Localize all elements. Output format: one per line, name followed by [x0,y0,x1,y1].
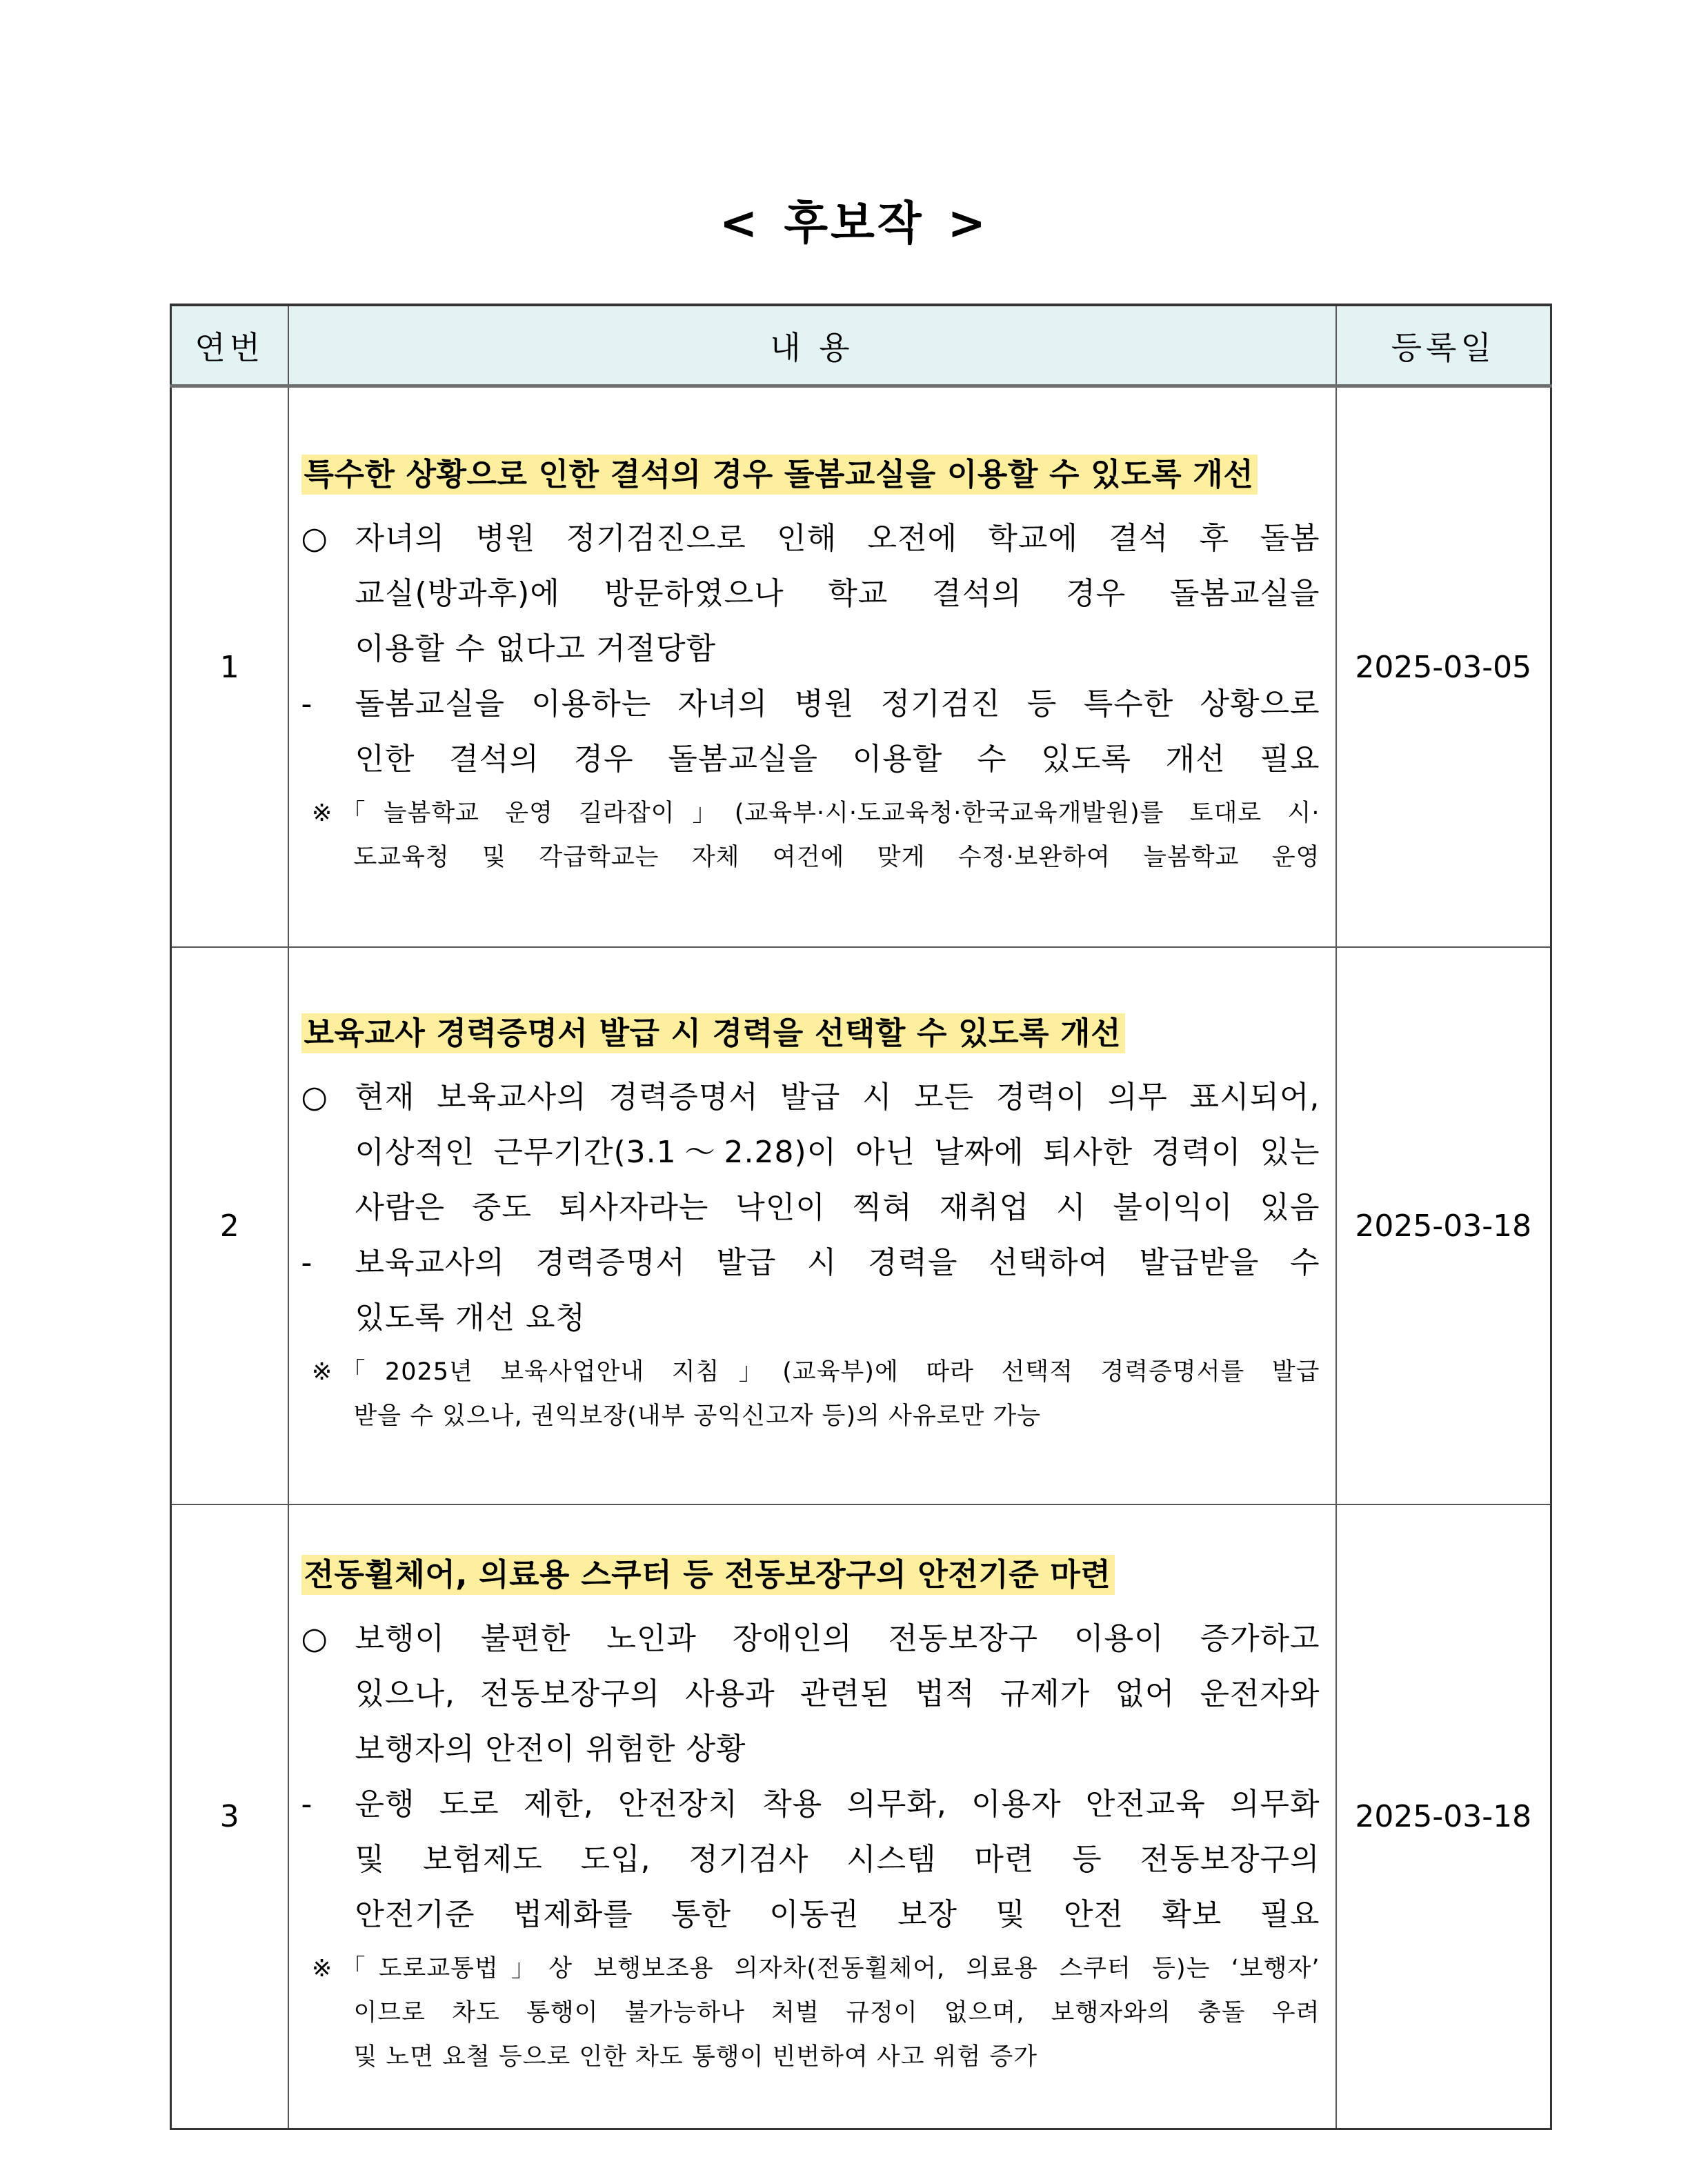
text-line: 보육교사의 경력증명서 발급 시 경력을 선택하여 발급받을 수 [355,1245,1320,1280]
text-line: 있도록 개선 요청 [355,1300,586,1335]
table-row [171,1504,1551,2129]
text-line: 안전기준 법제화를 통한 이동권 보장 및 안전 확보 필요 [355,1896,1320,1932]
row-date: 2025-03-18 [1336,947,1551,1504]
note-line: 「2025년 보육사업안내 지침」(교육부)에 따라 선택적 경력증명서를 발급 [341,1358,1320,1386]
reference-mark-icon: ※ [311,1358,332,1386]
note-line: 「도로교통법」상 보행보조용 의자차(전동휠체어, 의료용 스쿠터 등)는 ‘보행자’ [341,1954,1320,1983]
dash-item [301,677,1320,787]
table-row [171,386,1551,948]
row-date: 2025-03-18 [1336,1504,1551,2129]
dash-item [301,1777,1320,1943]
text-line: 및 보험제도 도입, 정기검사 시스템 마련 등 전동보장구의 [355,1841,1320,1877]
reference-mark-icon: ※ [311,799,332,827]
row-number: 3 [171,1504,288,2129]
page-title [0,186,1708,252]
circle-bullet-icon: ○ [301,1080,328,1115]
text-line: 있으나, 전동보장구의 사용과 관련된 법적 규제가 없어 운전자와 [355,1676,1320,1711]
candidates-table [170,304,1552,2130]
note-line: 받을 수 있으나, 권익보장(내부 공익신고자 등)의 사유로만 가능 [353,1402,1042,1430]
dash-bullet-icon: - [301,1786,312,1822]
table-row [171,947,1551,1504]
reference-note [301,791,1320,880]
text-line: 교실(방과후)에 방문하였으나 학교 결석의 경우 돌봄교실을 [355,576,1320,611]
circle-item [301,1611,1320,1777]
note-line: 「늘봄학교 운영 길라잡이」(교육부·시·도교육청·한국교육개발원)를 토대로 시· [341,799,1320,827]
reference-mark-icon: ※ [311,1954,332,1983]
title-text: 후보작 [784,197,924,250]
note-line: 및 노면 요철 등으로 인한 차도 통행이 빈번하여 사고 위험 증가 [353,2043,1038,2071]
table-header-row [171,305,1551,386]
circle-bullet-icon: ○ [301,1620,328,1656]
text-line: 보행자의 안전이 위험한 상황 [355,1731,746,1767]
row-headline: 보육교사 경력증명서 발급 시 경력을 선택할 수 있도록 개선 [301,1013,1126,1053]
text-line: 자녀의 병원 정기검진으로 인해 오전에 학교에 결석 후 돌봄 [355,521,1320,556]
title-right-bracket: > [947,197,989,250]
text-line: 사람은 중도 퇴사자라는 낙인이 찍혀 재취업 시 불이익이 있음 [355,1190,1320,1225]
row-content [288,386,1336,948]
text-line: 운행 도로 제한, 안전장치 착용 의무화, 이용자 안전교육 의무화 [355,1786,1320,1822]
reference-note [301,1947,1320,2079]
text-line: 현재 보육교사의 경력증명서 발급 시 모든 경력이 의무 표시되어, [355,1080,1320,1115]
dash-item [301,1235,1320,1346]
row-headline: 특수한 상황으로 인한 결석의 경우 돌봄교실을 이용할 수 있도록 개선 [301,455,1258,495]
row-number: 1 [171,386,288,948]
header-date: 등록일 [1336,305,1551,386]
row-content [288,947,1336,1504]
header-content: 내 용 [288,305,1336,386]
note-line: 이므로 차도 통행이 불가능하나 처벌 규정이 없으며, 보행자와의 충돌 우려 [353,1998,1320,2027]
text-line: 보행이 불편한 노인과 장애인의 전동보장구 이용이 증가하고 [355,1620,1320,1656]
circle-item [301,511,1320,677]
row-headline: 전동휠체어, 의료용 스쿠터 등 전동보장구의 안전기준 마련 [301,1555,1115,1595]
row-content [288,1504,1336,2129]
title-left-bracket: < [719,197,761,250]
text-line: 돌봄교실을 이용하는 자녀의 병원 정기검진 등 특수한 상황으로 [355,686,1320,722]
text-line: 이상적인 근무기간(3.1～2.28)이 아닌 날짜에 퇴사한 경력이 있는 [355,1135,1320,1170]
header-number: 연번 [171,305,288,386]
note-line: 도교육청 및 각급학교는 자체 여건에 맞게 수정·보완하여 늘봄학교 운영 [353,844,1320,871]
text-line: 이용할 수 없다고 거절당함 [355,631,717,666]
circle-item [301,1070,1320,1235]
dash-bullet-icon: - [301,686,312,722]
circle-bullet-icon: ○ [301,521,328,556]
row-number: 2 [171,947,288,1504]
reference-note [301,1350,1320,1438]
row-date: 2025-03-05 [1336,386,1551,948]
text-line: 인한 결석의 경우 돌봄교실을 이용할 수 있도록 개선 필요 [355,742,1320,777]
dash-bullet-icon: - [301,1245,312,1280]
